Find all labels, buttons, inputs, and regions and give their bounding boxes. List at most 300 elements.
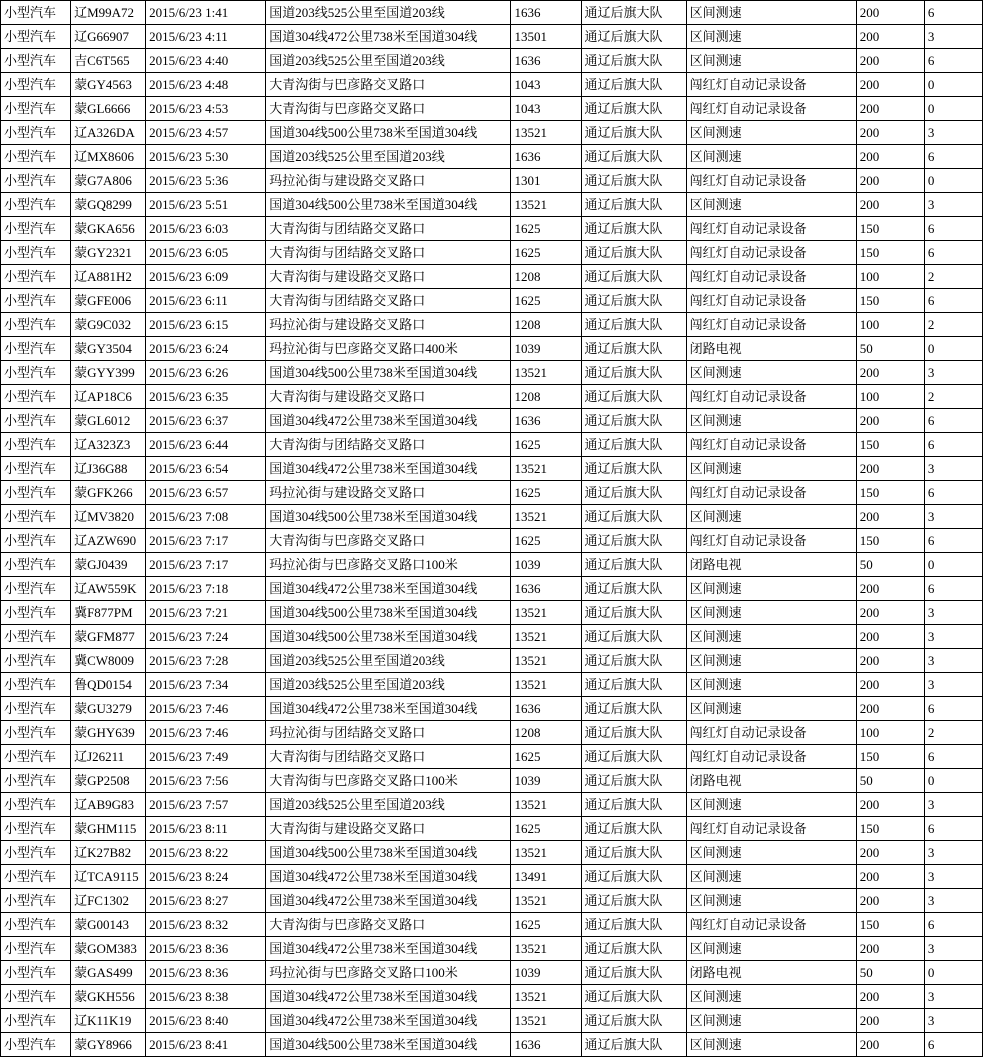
fine-amount-cell: 200 bbox=[856, 1009, 924, 1033]
fine-amount-cell: 200 bbox=[856, 697, 924, 721]
location-cell: 玛拉沁街与巴彦路交叉路口100米 bbox=[266, 961, 511, 985]
device-type-cell: 闭路电视 bbox=[686, 553, 856, 577]
vehicle-type-cell: 小型汽车 bbox=[1, 793, 71, 817]
table-row bbox=[1, 913, 983, 937]
points-cell: 3 bbox=[924, 1009, 982, 1033]
table-row bbox=[1, 649, 983, 673]
plate-number-cell: 吉C6T565 bbox=[71, 49, 146, 73]
unit-cell: 通辽后旗大队 bbox=[581, 601, 686, 625]
code-cell: 13521 bbox=[511, 121, 581, 145]
datetime-cell: 2015/6/23 7:24 bbox=[146, 625, 266, 649]
datetime-cell: 2015/6/23 7:46 bbox=[146, 721, 266, 745]
vehicle-type-cell: 小型汽车 bbox=[1, 649, 71, 673]
code-cell: 13521 bbox=[511, 889, 581, 913]
fine-amount-cell: 200 bbox=[856, 25, 924, 49]
plate-number-cell: 蒙GY3504 bbox=[71, 337, 146, 361]
location-cell: 国道304线472公里738米至国道304线 bbox=[266, 457, 511, 481]
location-cell: 国道203线525公里至国道203线 bbox=[266, 649, 511, 673]
points-cell: 6 bbox=[924, 1, 982, 25]
device-type-cell: 闭路电视 bbox=[686, 769, 856, 793]
vehicle-type-cell: 小型汽车 bbox=[1, 817, 71, 841]
unit-cell: 通辽后旗大队 bbox=[581, 745, 686, 769]
fine-amount-cell: 150 bbox=[856, 241, 924, 265]
vehicle-type-cell: 小型汽车 bbox=[1, 481, 71, 505]
code-cell: 1625 bbox=[511, 817, 581, 841]
vehicle-type-cell: 小型汽车 bbox=[1, 553, 71, 577]
location-cell: 国道304线472公里738米至国道304线 bbox=[266, 409, 511, 433]
plate-number-cell: 蒙GL6666 bbox=[71, 97, 146, 121]
points-cell: 0 bbox=[924, 769, 982, 793]
points-cell: 6 bbox=[924, 577, 982, 601]
points-cell: 6 bbox=[924, 145, 982, 169]
vehicle-type-cell: 小型汽车 bbox=[1, 697, 71, 721]
fine-amount-cell: 150 bbox=[856, 817, 924, 841]
vehicle-type-cell: 小型汽车 bbox=[1, 289, 71, 313]
points-cell: 2 bbox=[924, 385, 982, 409]
vehicle-type-cell: 小型汽车 bbox=[1, 73, 71, 97]
points-cell: 0 bbox=[924, 337, 982, 361]
datetime-cell: 2015/6/23 7:34 bbox=[146, 673, 266, 697]
table-row bbox=[1, 121, 983, 145]
unit-cell: 通辽后旗大队 bbox=[581, 289, 686, 313]
vehicle-type-cell: 小型汽车 bbox=[1, 97, 71, 121]
location-cell: 玛拉沁街与团结路交叉路口 bbox=[266, 721, 511, 745]
location-cell: 大青沟街与团结路交叉路口 bbox=[266, 217, 511, 241]
plate-number-cell: 蒙GHM115 bbox=[71, 817, 146, 841]
table-row bbox=[1, 865, 983, 889]
device-type-cell: 闯红灯自动记录设备 bbox=[686, 73, 856, 97]
location-cell: 大青沟街与团结路交叉路口 bbox=[266, 433, 511, 457]
fine-amount-cell: 150 bbox=[856, 529, 924, 553]
plate-number-cell: 蒙GOM383 bbox=[71, 937, 146, 961]
datetime-cell: 2015/6/23 4:57 bbox=[146, 121, 266, 145]
points-cell: 6 bbox=[924, 289, 982, 313]
plate-number-cell: 蒙GY2321 bbox=[71, 241, 146, 265]
vehicle-type-cell: 小型汽车 bbox=[1, 145, 71, 169]
plate-number-cell: 辽A323Z3 bbox=[71, 433, 146, 457]
table-row bbox=[1, 265, 983, 289]
plate-number-cell: 蒙GY8966 bbox=[71, 1033, 146, 1057]
table-row bbox=[1, 937, 983, 961]
fine-amount-cell: 200 bbox=[856, 49, 924, 73]
table-row bbox=[1, 793, 983, 817]
code-cell: 13521 bbox=[511, 457, 581, 481]
code-cell: 1208 bbox=[511, 385, 581, 409]
table-row bbox=[1, 697, 983, 721]
location-cell: 玛拉沁街与建设路交叉路口 bbox=[266, 481, 511, 505]
code-cell: 13521 bbox=[511, 649, 581, 673]
location-cell: 国道203线525公里至国道203线 bbox=[266, 49, 511, 73]
fine-amount-cell: 200 bbox=[856, 97, 924, 121]
device-type-cell: 区间测速 bbox=[686, 697, 856, 721]
datetime-cell: 2015/6/23 8:27 bbox=[146, 889, 266, 913]
location-cell: 大青沟街与巴彦路交叉路口 bbox=[266, 529, 511, 553]
device-type-cell: 区间测速 bbox=[686, 361, 856, 385]
plate-number-cell: 蒙GFK266 bbox=[71, 481, 146, 505]
code-cell: 1625 bbox=[511, 913, 581, 937]
unit-cell: 通辽后旗大队 bbox=[581, 1009, 686, 1033]
device-type-cell: 闯红灯自动记录设备 bbox=[686, 289, 856, 313]
vehicle-type-cell: 小型汽车 bbox=[1, 985, 71, 1009]
points-cell: 6 bbox=[924, 241, 982, 265]
location-cell: 国道304线472公里738米至国道304线 bbox=[266, 697, 511, 721]
table-row bbox=[1, 625, 983, 649]
unit-cell: 通辽后旗大队 bbox=[581, 193, 686, 217]
fine-amount-cell: 100 bbox=[856, 265, 924, 289]
location-cell: 国道304线500公里738米至国道304线 bbox=[266, 625, 511, 649]
unit-cell: 通辽后旗大队 bbox=[581, 553, 686, 577]
unit-cell: 通辽后旗大队 bbox=[581, 313, 686, 337]
vehicle-type-cell: 小型汽车 bbox=[1, 49, 71, 73]
location-cell: 大青沟街与建设路交叉路口 bbox=[266, 385, 511, 409]
code-cell: 1043 bbox=[511, 73, 581, 97]
fine-amount-cell: 200 bbox=[856, 145, 924, 169]
plate-number-cell: 蒙GQ8299 bbox=[71, 193, 146, 217]
unit-cell: 通辽后旗大队 bbox=[581, 889, 686, 913]
table-row bbox=[1, 673, 983, 697]
datetime-cell: 2015/6/23 7:28 bbox=[146, 649, 266, 673]
points-cell: 0 bbox=[924, 169, 982, 193]
code-cell: 1625 bbox=[511, 529, 581, 553]
datetime-cell: 2015/6/23 7:57 bbox=[146, 793, 266, 817]
device-type-cell: 区间测速 bbox=[686, 865, 856, 889]
device-type-cell: 区间测速 bbox=[686, 601, 856, 625]
device-type-cell: 闯红灯自动记录设备 bbox=[686, 169, 856, 193]
plate-number-cell: 蒙GL6012 bbox=[71, 409, 146, 433]
table-row bbox=[1, 841, 983, 865]
code-cell: 1636 bbox=[511, 1, 581, 25]
datetime-cell: 2015/6/23 8:40 bbox=[146, 1009, 266, 1033]
points-cell: 6 bbox=[924, 697, 982, 721]
unit-cell: 通辽后旗大队 bbox=[581, 817, 686, 841]
device-type-cell: 区间测速 bbox=[686, 1033, 856, 1057]
plate-number-cell: 蒙G9C032 bbox=[71, 313, 146, 337]
fine-amount-cell: 200 bbox=[856, 505, 924, 529]
datetime-cell: 2015/6/23 8:36 bbox=[146, 937, 266, 961]
location-cell: 国道304线500公里738米至国道304线 bbox=[266, 361, 511, 385]
code-cell: 1625 bbox=[511, 433, 581, 457]
vehicle-type-cell: 小型汽车 bbox=[1, 1, 71, 25]
table-row bbox=[1, 745, 983, 769]
vehicle-type-cell: 小型汽车 bbox=[1, 673, 71, 697]
plate-number-cell: 辽J26211 bbox=[71, 745, 146, 769]
table-row bbox=[1, 1009, 983, 1033]
location-cell: 国道304线472公里738米至国道304线 bbox=[266, 25, 511, 49]
unit-cell: 通辽后旗大队 bbox=[581, 1033, 686, 1057]
location-cell: 大青沟街与建设路交叉路口 bbox=[266, 817, 511, 841]
device-type-cell: 区间测速 bbox=[686, 1009, 856, 1033]
unit-cell: 通辽后旗大队 bbox=[581, 649, 686, 673]
device-type-cell: 区间测速 bbox=[686, 457, 856, 481]
table-row bbox=[1, 241, 983, 265]
fine-amount-cell: 200 bbox=[856, 841, 924, 865]
fine-amount-cell: 150 bbox=[856, 217, 924, 241]
table-row bbox=[1, 505, 983, 529]
points-cell: 2 bbox=[924, 313, 982, 337]
unit-cell: 通辽后旗大队 bbox=[581, 769, 686, 793]
table-row bbox=[1, 553, 983, 577]
datetime-cell: 2015/6/23 6:57 bbox=[146, 481, 266, 505]
datetime-cell: 2015/6/23 8:41 bbox=[146, 1033, 266, 1057]
points-cell: 0 bbox=[924, 961, 982, 985]
table-row bbox=[1, 481, 983, 505]
location-cell: 大青沟街与建设路交叉路口 bbox=[266, 265, 511, 289]
datetime-cell: 2015/6/23 6:44 bbox=[146, 433, 266, 457]
points-cell: 6 bbox=[924, 49, 982, 73]
code-cell: 13521 bbox=[511, 841, 581, 865]
plate-number-cell: 鲁QD0154 bbox=[71, 673, 146, 697]
datetime-cell: 2015/6/23 6:11 bbox=[146, 289, 266, 313]
datetime-cell: 2015/6/23 6:03 bbox=[146, 217, 266, 241]
fine-amount-cell: 200 bbox=[856, 1033, 924, 1057]
fine-amount-cell: 50 bbox=[856, 961, 924, 985]
location-cell: 国道203线525公里至国道203线 bbox=[266, 145, 511, 169]
vehicle-type-cell: 小型汽车 bbox=[1, 529, 71, 553]
points-cell: 3 bbox=[924, 985, 982, 1009]
code-cell: 1625 bbox=[511, 217, 581, 241]
code-cell: 1625 bbox=[511, 289, 581, 313]
code-cell: 1636 bbox=[511, 145, 581, 169]
plate-number-cell: 蒙GU3279 bbox=[71, 697, 146, 721]
location-cell: 大青沟街与巴彦路交叉路口 bbox=[266, 913, 511, 937]
fine-amount-cell: 200 bbox=[856, 625, 924, 649]
fine-amount-cell: 150 bbox=[856, 481, 924, 505]
table-row bbox=[1, 73, 983, 97]
unit-cell: 通辽后旗大队 bbox=[581, 433, 686, 457]
location-cell: 大青沟街与巴彦路交叉路口 bbox=[266, 97, 511, 121]
device-type-cell: 区间测速 bbox=[686, 25, 856, 49]
datetime-cell: 2015/6/23 6:09 bbox=[146, 265, 266, 289]
datetime-cell: 2015/6/23 7:49 bbox=[146, 745, 266, 769]
fine-amount-cell: 200 bbox=[856, 121, 924, 145]
vehicle-type-cell: 小型汽车 bbox=[1, 457, 71, 481]
code-cell: 13521 bbox=[511, 1009, 581, 1033]
unit-cell: 通辽后旗大队 bbox=[581, 505, 686, 529]
points-cell: 3 bbox=[924, 601, 982, 625]
plate-number-cell: 辽AW559K bbox=[71, 577, 146, 601]
fine-amount-cell: 150 bbox=[856, 433, 924, 457]
fine-amount-cell: 50 bbox=[856, 769, 924, 793]
vehicle-type-cell: 小型汽车 bbox=[1, 745, 71, 769]
points-cell: 3 bbox=[924, 625, 982, 649]
datetime-cell: 2015/6/23 7:08 bbox=[146, 505, 266, 529]
points-cell: 6 bbox=[924, 745, 982, 769]
plate-number-cell: 冀CW8009 bbox=[71, 649, 146, 673]
table-row bbox=[1, 433, 983, 457]
unit-cell: 通辽后旗大队 bbox=[581, 673, 686, 697]
unit-cell: 通辽后旗大队 bbox=[581, 481, 686, 505]
unit-cell: 通辽后旗大队 bbox=[581, 625, 686, 649]
points-cell: 6 bbox=[924, 217, 982, 241]
plate-number-cell: 辽K27B82 bbox=[71, 841, 146, 865]
datetime-cell: 2015/6/23 8:22 bbox=[146, 841, 266, 865]
table-row bbox=[1, 721, 983, 745]
fine-amount-cell: 50 bbox=[856, 553, 924, 577]
plate-number-cell: 冀F877PM bbox=[71, 601, 146, 625]
unit-cell: 通辽后旗大队 bbox=[581, 49, 686, 73]
unit-cell: 通辽后旗大队 bbox=[581, 409, 686, 433]
vehicle-type-cell: 小型汽车 bbox=[1, 385, 71, 409]
device-type-cell: 闯红灯自动记录设备 bbox=[686, 241, 856, 265]
vehicle-type-cell: 小型汽车 bbox=[1, 937, 71, 961]
code-cell: 13521 bbox=[511, 937, 581, 961]
fine-amount-cell: 200 bbox=[856, 169, 924, 193]
fine-amount-cell: 200 bbox=[856, 409, 924, 433]
fine-amount-cell: 200 bbox=[856, 865, 924, 889]
points-cell: 3 bbox=[924, 25, 982, 49]
plate-number-cell: 辽MV3820 bbox=[71, 505, 146, 529]
plate-number-cell: 辽K11K19 bbox=[71, 1009, 146, 1033]
location-cell: 国道304线500公里738米至国道304线 bbox=[266, 601, 511, 625]
fine-amount-cell: 200 bbox=[856, 457, 924, 481]
plate-number-cell: 辽FC1302 bbox=[71, 889, 146, 913]
device-type-cell: 闯红灯自动记录设备 bbox=[686, 97, 856, 121]
fine-amount-cell: 200 bbox=[856, 889, 924, 913]
datetime-cell: 2015/6/23 7:18 bbox=[146, 577, 266, 601]
table-row bbox=[1, 97, 983, 121]
device-type-cell: 区间测速 bbox=[686, 409, 856, 433]
code-cell: 1636 bbox=[511, 1033, 581, 1057]
points-cell: 3 bbox=[924, 457, 982, 481]
location-cell: 国道304线500公里738米至国道304线 bbox=[266, 841, 511, 865]
device-type-cell: 区间测速 bbox=[686, 937, 856, 961]
fine-amount-cell: 200 bbox=[856, 1, 924, 25]
plate-number-cell: 辽AZW690 bbox=[71, 529, 146, 553]
points-cell: 3 bbox=[924, 865, 982, 889]
location-cell: 玛拉沁街与建设路交叉路口 bbox=[266, 169, 511, 193]
plate-number-cell: 蒙GKA656 bbox=[71, 217, 146, 241]
vehicle-type-cell: 小型汽车 bbox=[1, 505, 71, 529]
vehicle-type-cell: 小型汽车 bbox=[1, 265, 71, 289]
code-cell: 13521 bbox=[511, 985, 581, 1009]
fine-amount-cell: 200 bbox=[856, 361, 924, 385]
code-cell: 1208 bbox=[511, 313, 581, 337]
location-cell: 国道304线472公里738米至国道304线 bbox=[266, 865, 511, 889]
table-row bbox=[1, 193, 983, 217]
code-cell: 1625 bbox=[511, 481, 581, 505]
code-cell: 1039 bbox=[511, 337, 581, 361]
fine-amount-cell: 200 bbox=[856, 73, 924, 97]
code-cell: 1636 bbox=[511, 697, 581, 721]
table-row bbox=[1, 49, 983, 73]
fine-amount-cell: 100 bbox=[856, 721, 924, 745]
datetime-cell: 2015/6/23 4:53 bbox=[146, 97, 266, 121]
points-cell: 3 bbox=[924, 193, 982, 217]
device-type-cell: 区间测速 bbox=[686, 841, 856, 865]
plate-number-cell: 辽J36G88 bbox=[71, 457, 146, 481]
datetime-cell: 2015/6/23 5:36 bbox=[146, 169, 266, 193]
unit-cell: 通辽后旗大队 bbox=[581, 385, 686, 409]
vehicle-type-cell: 小型汽车 bbox=[1, 313, 71, 337]
fine-amount-cell: 200 bbox=[856, 649, 924, 673]
vehicle-type-cell: 小型汽车 bbox=[1, 889, 71, 913]
vehicle-type-cell: 小型汽车 bbox=[1, 769, 71, 793]
points-cell: 6 bbox=[924, 409, 982, 433]
location-cell: 国道304线472公里738米至国道304线 bbox=[266, 937, 511, 961]
fine-amount-cell: 200 bbox=[856, 673, 924, 697]
table-row bbox=[1, 457, 983, 481]
table-body bbox=[1, 1, 983, 1057]
code-cell: 13521 bbox=[511, 793, 581, 817]
plate-number-cell: 蒙GJ0439 bbox=[71, 553, 146, 577]
datetime-cell: 2015/6/23 4:40 bbox=[146, 49, 266, 73]
device-type-cell: 区间测速 bbox=[686, 1, 856, 25]
location-cell: 国道203线525公里至国道203线 bbox=[266, 793, 511, 817]
plate-number-cell: 蒙GFM877 bbox=[71, 625, 146, 649]
plate-number-cell: 辽AP18C6 bbox=[71, 385, 146, 409]
table-row bbox=[1, 385, 983, 409]
unit-cell: 通辽后旗大队 bbox=[581, 793, 686, 817]
location-cell: 国道304线500公里738米至国道304线 bbox=[266, 121, 511, 145]
code-cell: 13521 bbox=[511, 625, 581, 649]
vehicle-type-cell: 小型汽车 bbox=[1, 865, 71, 889]
unit-cell: 通辽后旗大队 bbox=[581, 961, 686, 985]
device-type-cell: 闯红灯自动记录设备 bbox=[686, 745, 856, 769]
vehicle-type-cell: 小型汽车 bbox=[1, 25, 71, 49]
points-cell: 6 bbox=[924, 913, 982, 937]
datetime-cell: 2015/6/23 5:51 bbox=[146, 193, 266, 217]
table-row bbox=[1, 1, 983, 25]
vehicle-type-cell: 小型汽车 bbox=[1, 337, 71, 361]
fine-amount-cell: 200 bbox=[856, 793, 924, 817]
vehicle-type-cell: 小型汽车 bbox=[1, 961, 71, 985]
device-type-cell: 区间测速 bbox=[686, 505, 856, 529]
device-type-cell: 闯红灯自动记录设备 bbox=[686, 217, 856, 241]
points-cell: 0 bbox=[924, 73, 982, 97]
vehicle-type-cell: 小型汽车 bbox=[1, 1009, 71, 1033]
code-cell: 1039 bbox=[511, 553, 581, 577]
vehicle-type-cell: 小型汽车 bbox=[1, 169, 71, 193]
location-cell: 国道304线500公里738米至国道304线 bbox=[266, 1033, 511, 1057]
points-cell: 6 bbox=[924, 1033, 982, 1057]
fine-amount-cell: 150 bbox=[856, 289, 924, 313]
table-row bbox=[1, 217, 983, 241]
code-cell: 1301 bbox=[511, 169, 581, 193]
points-cell: 2 bbox=[924, 721, 982, 745]
vehicle-type-cell: 小型汽车 bbox=[1, 601, 71, 625]
plate-number-cell: 蒙G7A806 bbox=[71, 169, 146, 193]
datetime-cell: 2015/6/23 4:48 bbox=[146, 73, 266, 97]
device-type-cell: 区间测速 bbox=[686, 577, 856, 601]
unit-cell: 通辽后旗大队 bbox=[581, 937, 686, 961]
vehicle-type-cell: 小型汽车 bbox=[1, 361, 71, 385]
device-type-cell: 闯红灯自动记录设备 bbox=[686, 817, 856, 841]
location-cell: 大青沟街与团结路交叉路口 bbox=[266, 745, 511, 769]
unit-cell: 通辽后旗大队 bbox=[581, 73, 686, 97]
device-type-cell: 闯红灯自动记录设备 bbox=[686, 913, 856, 937]
datetime-cell: 2015/6/23 6:05 bbox=[146, 241, 266, 265]
fine-amount-cell: 50 bbox=[856, 337, 924, 361]
points-cell: 3 bbox=[924, 889, 982, 913]
code-cell: 1208 bbox=[511, 265, 581, 289]
code-cell: 1039 bbox=[511, 769, 581, 793]
fine-amount-cell: 100 bbox=[856, 313, 924, 337]
points-cell: 3 bbox=[924, 121, 982, 145]
location-cell: 国道203线525公里至国道203线 bbox=[266, 673, 511, 697]
device-type-cell: 区间测速 bbox=[686, 193, 856, 217]
code-cell: 13501 bbox=[511, 25, 581, 49]
datetime-cell: 2015/6/23 8:38 bbox=[146, 985, 266, 1009]
plate-number-cell: 蒙GP2508 bbox=[71, 769, 146, 793]
plate-number-cell: 辽G66907 bbox=[71, 25, 146, 49]
device-type-cell: 区间测速 bbox=[686, 121, 856, 145]
vehicle-type-cell: 小型汽车 bbox=[1, 241, 71, 265]
location-cell: 国道203线525公里至国道203线 bbox=[266, 1, 511, 25]
device-type-cell: 闯红灯自动记录设备 bbox=[686, 721, 856, 745]
points-cell: 3 bbox=[924, 841, 982, 865]
code-cell: 1636 bbox=[511, 49, 581, 73]
unit-cell: 通辽后旗大队 bbox=[581, 25, 686, 49]
